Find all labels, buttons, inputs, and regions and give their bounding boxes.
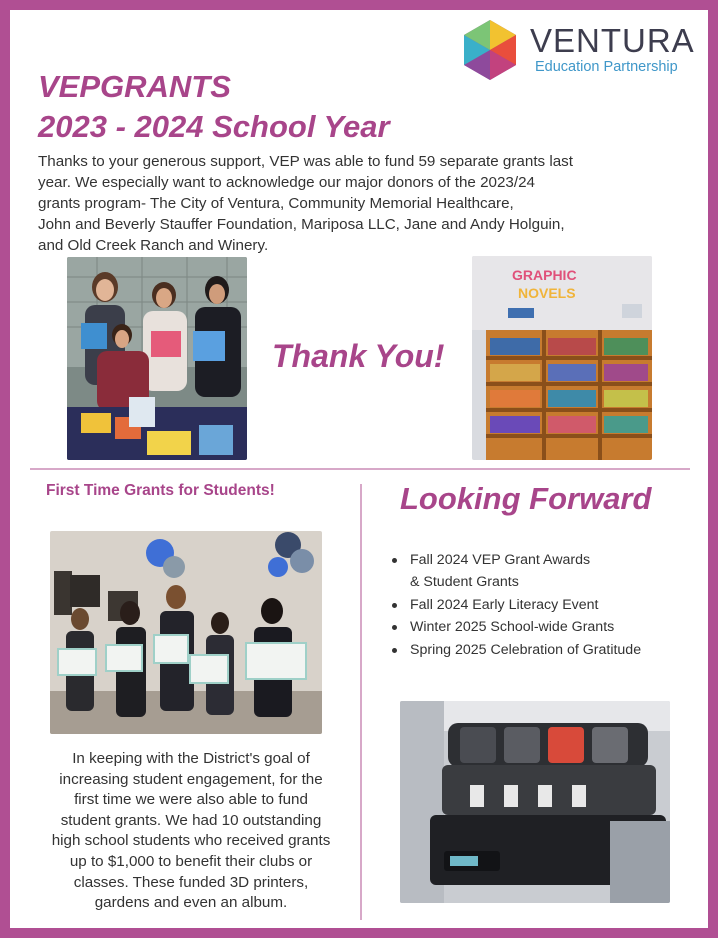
3d-printer-photo [400,701,670,903]
first-time-grants-heading: First Time Grants for Students! [46,482,275,499]
intro-line: and Old Creek Ranch and Winery. [38,237,269,254]
intro-paragraph [38,151,688,256]
student-text-line: gardens and even an album. [94,894,288,912]
list-item: Spring 2025 Celebration of Gratitude [390,639,641,661]
page-subtitle: 2023 - 2024 School Year [38,109,390,144]
student-text-line: In keeping with the District's goal of [72,750,310,767]
student-text-line: increasing student engagement, for the [59,770,323,788]
students-photo [50,531,322,734]
thank-you-text: Thank You! [272,338,445,374]
list-item-continuation [390,571,641,593]
student-text-line: first time we were also able to fund [74,791,308,809]
logo-subtitle: Education Partnership [535,59,678,75]
flyer-page [10,10,708,928]
library-sign-line1: GRAPHIC [512,267,577,283]
library-photo [472,256,652,460]
intro-line: John and Beverly Stauffer Foundation, Mariposa LLC, Jane and Andy Holguin, [38,216,565,233]
looking-forward-heading: Looking Forward [400,481,652,516]
student-text-line: classes. These funded 3D printers, [73,873,309,891]
intro-line: year. We especially want to acknowledge our major donors of the 2023/24 [38,174,535,191]
list-item: Winter 2025 School-wide Grants [390,616,641,638]
page-title: VEPGRANTS [38,69,231,104]
horizontal-divider [30,468,690,470]
donors-photo [67,257,247,460]
looking-forward-list [390,549,641,661]
student-text-line: up to $1,000 to benefit their clubs or [69,852,313,870]
student-text-line: student grants. We had 10 outstanding [60,811,322,829]
library-sign-line2: NOVELS [518,285,576,301]
list-item: Fall 2024 Early Literacy Event [390,594,641,616]
logo-name: VENTURA [530,22,695,59]
list-item: Fall 2024 VEP Grant Awards [390,549,641,571]
intro-line: Thanks to your generous support, VEP was able to fund 59 separate grants last [38,153,573,170]
list-item-continuation-text: & Student Grants [410,574,519,591]
ventura-ep-logo-icon [458,18,522,82]
vertical-divider [360,484,362,920]
student-grants-paragraph [28,749,354,914]
intro-line: grants program- The City of Ventura, Community Memorial Healthcare, [38,195,514,212]
student-text-line: high school students who received grants [51,832,331,850]
